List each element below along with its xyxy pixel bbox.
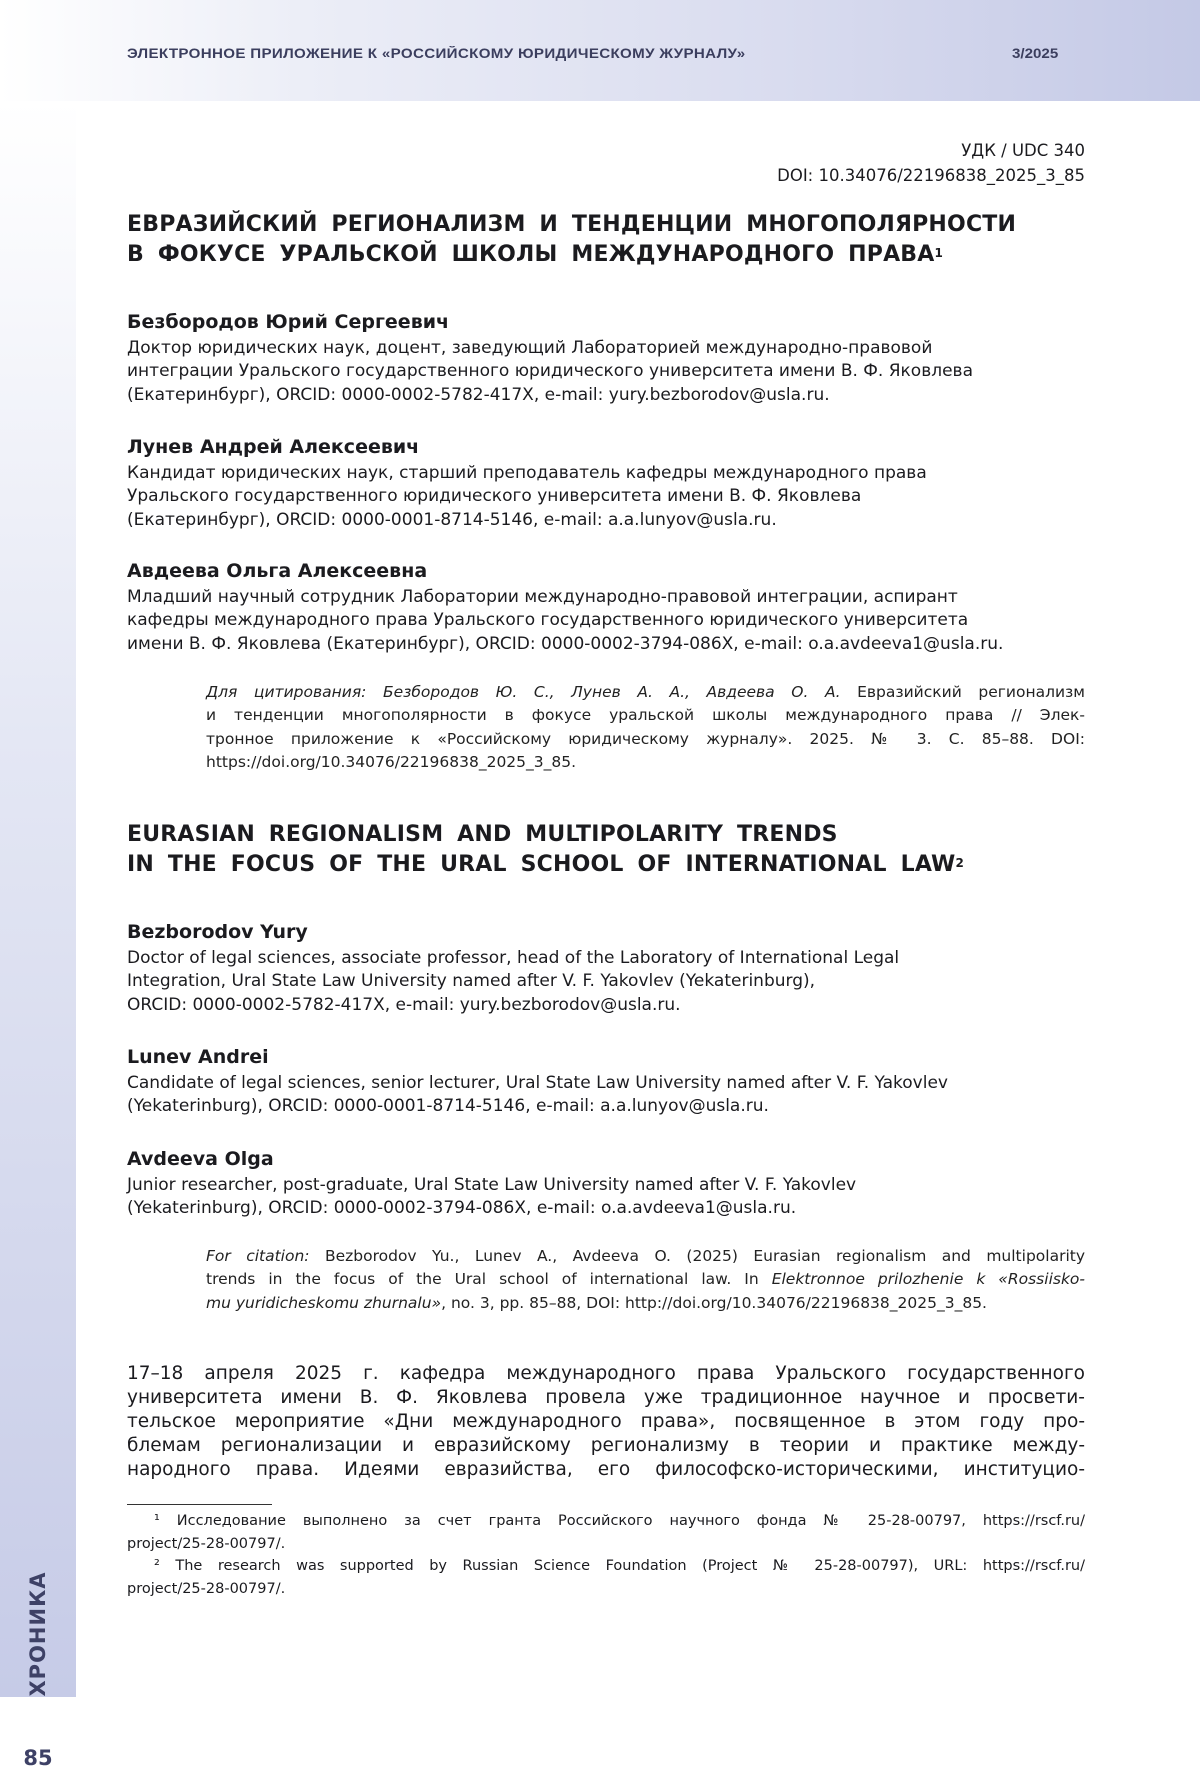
italic-segment: mu yuridicheskomu zhurnalu»	[206, 1294, 441, 1312]
text-segment: Евразийский регионализм	[841, 683, 1085, 701]
author-name: Авдеева Ольга Алексеевна	[127, 556, 1085, 586]
text-line: Кандидат юридических наук, старший преподаватель кафедры международного права	[127, 462, 1085, 485]
text-line: Младший научный сотрудник Лаборатории международно-правовой интеграции, аспирант	[127, 586, 1085, 609]
ru-title-line: ЕВРАЗИЙСКИЙ РЕГИОНАЛИЗМ И ТЕНДЕНЦИИ МНОГОПОЛЯРНОСТИ	[127, 210, 1016, 240]
body-paragraph	[127, 1362, 1085, 1482]
author-name: Безбородов Юрий Сергеевич	[127, 307, 1085, 337]
author-affiliation	[127, 1072, 1085, 1119]
text-line	[206, 1292, 1085, 1315]
text-line: Junior researcher, post-graduate, Ural State Law University named after V. F. Yakovlev	[127, 1174, 1085, 1197]
author-affiliation	[127, 462, 1085, 532]
en-title	[127, 820, 964, 880]
text-line: 17–18 апреля 2025 г. кафедра международного права Уральского государственного	[127, 1362, 1085, 1386]
text-line: (Yekaterinburg), ORCID: 0000-0002-3794-086X, e-mail: o.a.avdeeva1@usla.ru.	[127, 1197, 1085, 1220]
footnote-ref[interactable]: 2	[956, 856, 965, 870]
en-title-line: EURASIAN REGIONALISM AND MULTIPOLARITY TRENDS	[127, 820, 964, 850]
footnote-1	[127, 1510, 1085, 1555]
text-line: ¹ Исследование выполнено за счет гранта Российского научного фонда № 25-28-00797, https://rscf.ru/	[127, 1510, 1085, 1533]
text-line: блемам регионализации и евразийскому регионализму в теории и практике между-	[127, 1434, 1085, 1458]
text-line: ORCID: 0000-0002-5782-417X, e-mail: yury.bezborodov@usla.ru.	[127, 994, 1085, 1017]
footnote-divider	[127, 1504, 272, 1505]
ru-title-text: В ФОКУСЕ УРАЛЬСКОЙ ШКОЛЫ МЕЖДУНАРОДНОГО ПРАВА	[127, 242, 935, 267]
italic-segment: Elektronnoe prilozhenie k «Rossiisko-	[772, 1270, 1085, 1288]
text-line: Уральского государственного юридического университета имени В. Ф. Яковлева	[127, 485, 1085, 508]
text-segment: trends in the focus of the Ural school of international law. In	[206, 1270, 772, 1288]
page-number: 85	[0, 1746, 76, 1770]
text-line	[206, 704, 1085, 727]
en-title-text: IN THE FOCUS OF THE URAL SCHOOL OF INTERNATIONAL LAW	[127, 852, 956, 877]
en-author-1	[127, 917, 1085, 1017]
en-title-line	[127, 850, 964, 880]
journal-name: ЭЛЕКТРОННОЕ ПРИЛОЖЕНИЕ К «РОССИЙСКОМУ ЮРИДИЧЕСКОМУ ЖУРНАЛУ»	[127, 46, 745, 61]
text-line: тельское мероприятие «Дни международного права», посвященное в этом году про-	[127, 1410, 1085, 1434]
text-line	[206, 1268, 1085, 1291]
udc: УДК / UDC 340	[777, 138, 1085, 163]
text-segment: тронное приложение к «Российскому юридическому журналу». 2025. № 3. С. 85–88. DOI:	[206, 730, 1085, 748]
author-name: Avdeeva Olga	[127, 1144, 1085, 1174]
author-affiliation	[127, 586, 1085, 656]
italic-segment: For citation:	[206, 1247, 310, 1265]
author-name: Лунев Андрей Алексеевич	[127, 432, 1085, 462]
running-header	[0, 0, 1200, 101]
text-line: Integration, Ural State Law University named after V. F. Yakovlev (Yekaterinburg),	[127, 970, 1085, 993]
udc-doi-block	[777, 138, 1085, 188]
text-line: project/25-28-00797/.	[127, 1578, 1085, 1601]
text-line: project/25-28-00797/.	[127, 1533, 1085, 1556]
author-affiliation	[127, 1174, 1085, 1221]
author-affiliation	[127, 337, 1085, 407]
ru-citation	[206, 681, 1085, 774]
side-band	[0, 101, 76, 1697]
text-segment: , no. 3, pp. 85–88, DOI: http://doi.org/10.34076/22196838_2025_3_85.	[441, 1294, 987, 1312]
section-label: ХРОНИКА	[26, 1571, 50, 1696]
ru-title-line	[127, 240, 1016, 270]
en-author-3	[127, 1144, 1085, 1221]
footnote-2	[127, 1555, 1085, 1600]
text-line	[206, 728, 1085, 751]
text-line: интеграции Уральского государственного юридического университета имени В. Ф. Яковлева	[127, 360, 1085, 383]
text-line: (Екатеринбург), ORCID: 0000-0001-8714-5146, e-mail: a.a.lunyov@usla.ru.	[127, 509, 1085, 532]
text-line	[206, 751, 1085, 774]
text-line: Доктор юридических наук, доцент, заведующий Лабораторией международно-правовой	[127, 337, 1085, 360]
author-name: Bezborodov Yury	[127, 917, 1085, 947]
text-line: ² The research was supported by Russian Science Foundation (Project № 25-28-00797), URL: https://rscf.ru/	[127, 1555, 1085, 1578]
text-line: кафедры международного права Уральского государственного юридического университета	[127, 609, 1085, 632]
text-line: (Yekaterinburg), ORCID: 0000-0001-8714-5146, e-mail: a.a.lunyov@usla.ru.	[127, 1095, 1085, 1118]
text-segment: https://doi.org/10.34076/22196838_2025_3_85.	[206, 753, 576, 771]
ru-author-2	[127, 432, 1085, 532]
author-affiliation	[127, 947, 1085, 1017]
text-line: (Екатеринбург), ORCID: 0000-0002-5782-417X, e-mail: yury.bezborodov@usla.ru.	[127, 384, 1085, 407]
ru-author-1	[127, 307, 1085, 407]
footnote-ref[interactable]: 1	[935, 246, 944, 260]
text-segment: Bezborodov Yu., Lunev A., Avdeeva O. (2025) Eurasian regionalism and multipolarity	[310, 1247, 1085, 1265]
text-line: народного права. Идеями евразийства, его философско-историческими, институцио-	[127, 1458, 1085, 1482]
en-author-2	[127, 1042, 1085, 1119]
text-line: Candidate of legal sciences, senior lecturer, Ural State Law University named after V. F. Yakovlev	[127, 1072, 1085, 1095]
doi: DOI: 10.34076/22196838_2025_3_85	[777, 163, 1085, 188]
text-segment: и тенденции многополярности в фокусе уральской школы международного права // Элек-	[206, 706, 1085, 724]
italic-segment: Для цитирования: Безбородов Ю. С., Лунев А. А., Авдеева О. А.	[206, 683, 841, 701]
text-line: Doctor of legal sciences, associate professor, head of the Laboratory of International Legal	[127, 947, 1085, 970]
text-line	[206, 1245, 1085, 1268]
ru-title	[127, 210, 1016, 270]
author-name: Lunev Andrei	[127, 1042, 1085, 1072]
text-line: имени В. Ф. Яковлева (Екатеринбург), ORCID: 0000-0002-3794-086X, e-mail: o.a.avdeeva1@usla.ru.	[127, 633, 1085, 656]
text-line	[206, 681, 1085, 704]
ru-author-3	[127, 556, 1085, 656]
text-line: университета имени В. Ф. Яковлева провела уже традиционное научное и просвети-	[127, 1386, 1085, 1410]
en-citation	[206, 1245, 1085, 1315]
issue-number: 3/2025	[1012, 46, 1058, 61]
